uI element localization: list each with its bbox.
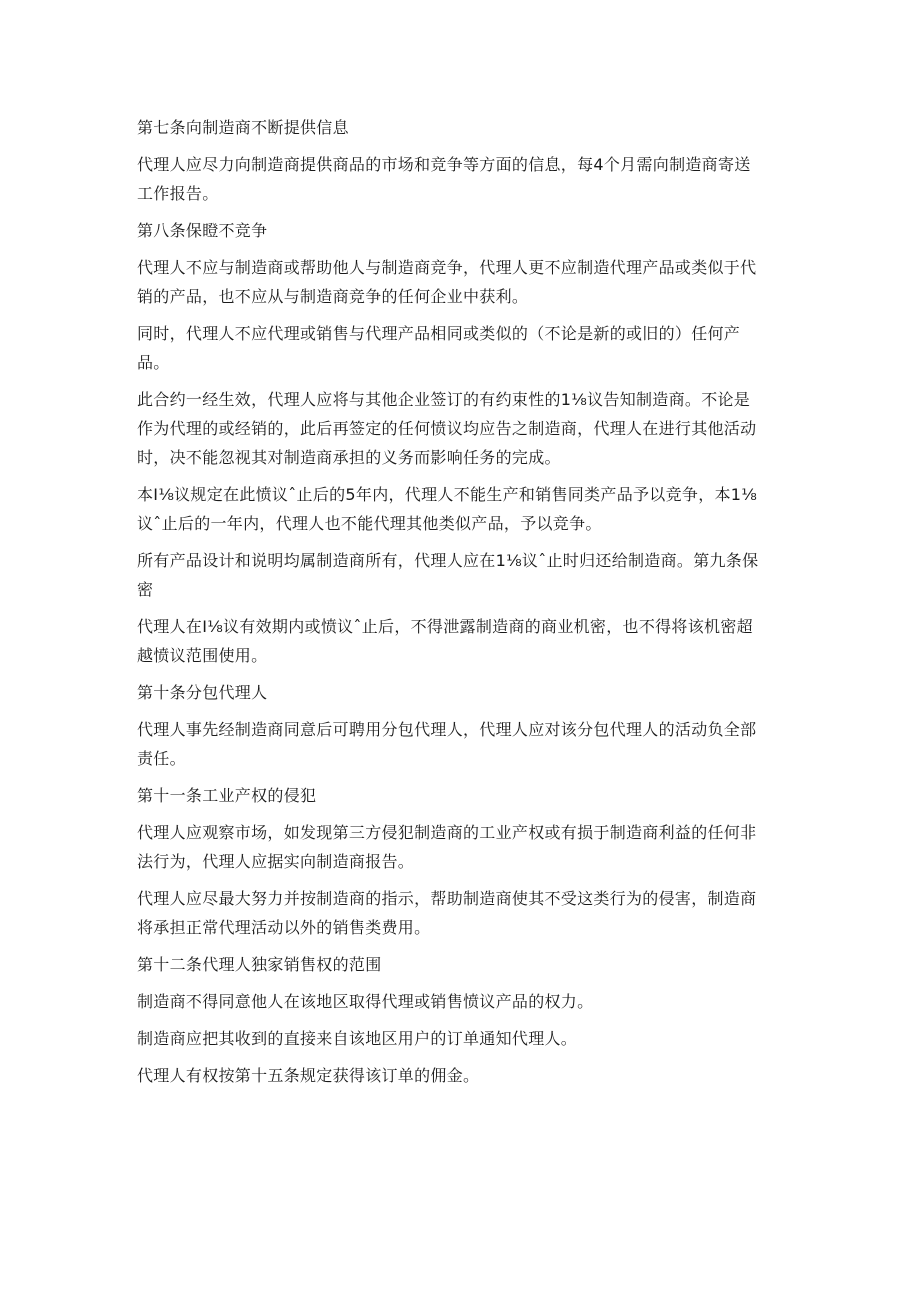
article-8-paragraph-3: 此合约一经生效，代理人应将与其他企业签订的有约束性的1⅛议告知制造商。不论是 作为代理的或经销的，此后再签定的任何愤议均应告之制造商，代理人在进行其他活动 时，决不能忽视其对制造商承担的义务而影响任务的完成。	[137, 390, 757, 467]
article-7-heading: 第七条向制造商不断提供信息	[137, 118, 349, 137]
article-10-paragraph: 代理人事先经制造商同意后可聘用分包代理人，代理人应对该分包代理人的活动负全部 责任。	[137, 720, 757, 768]
article-11-paragraph-1: 代理人应观察市场，如发现第三方侵犯制造商的工业产权或有损于制造商利益的任何非 法行为，代理人应据实向制造商报告。	[137, 823, 757, 871]
article-8-heading: 第八条保瞪不竞争	[137, 221, 268, 240]
article-8-paragraph-2: 同时，代理人不应代理或销售与代理产品相同或类似的（不论是新的或旧的）任何产 品。	[137, 324, 741, 372]
article-11-heading: 第十一条工业产权的侵犯	[137, 786, 317, 805]
article-9-paragraph: 代理人在I⅛议有效期内或愤议ˆ止后，不得泄露制造商的商业机密，也不得将该机密超 越愤议范围使用。	[137, 617, 753, 665]
article-12-paragraph-3: 代理人有权按第十五条规定获得该订单的佣金。	[137, 1066, 480, 1085]
article-7-paragraph: 代理人应尽力向制造商提供商品的市场和竞争等方面的信息，每4个月需向制造商寄送 工作报告。	[137, 155, 751, 203]
article-12-paragraph-2: 制造商应把其收到的直接来自该地区用户的订单通知代理人。	[137, 1029, 578, 1048]
article-12-paragraph-1: 制造商不得同意他人在该地区取得代理或销售愤议产品的权力。	[137, 992, 594, 1011]
article-11-paragraph-2: 代理人应尽最大努力并按制造商的指示，帮助制造商使其不受这类行为的侵害，制造商 将承担正常代理活动以外的销售类费用。	[137, 889, 757, 937]
article-8-paragraph-4: 本I⅛议规定在此愤议ˆ止后的5年内，代理人不能生产和销售同类产品予以竞争，本1⅛ 议ˆ止后的一年内，代理人也不能代理其他类似产品，予以竞争。	[137, 485, 758, 533]
article-8-paragraph-5: 所有产品设计和说明均属制造商所有，代理人应在1⅛议ˆ止时归还给制造商。第九条保 密	[137, 551, 759, 599]
article-8-paragraph-1: 代理人不应与制造商或帮助他人与制造商竞争，代理人更不应制造代理产品或类似于代 销的产品，也不应从与制造商竞争的任何企业中获利。	[137, 258, 757, 306]
document-body	[137, 113, 787, 1098]
article-12-heading: 第十二条代理人独家销售权的范围	[137, 955, 382, 974]
article-10-heading: 第十条分包代理人	[137, 683, 268, 702]
